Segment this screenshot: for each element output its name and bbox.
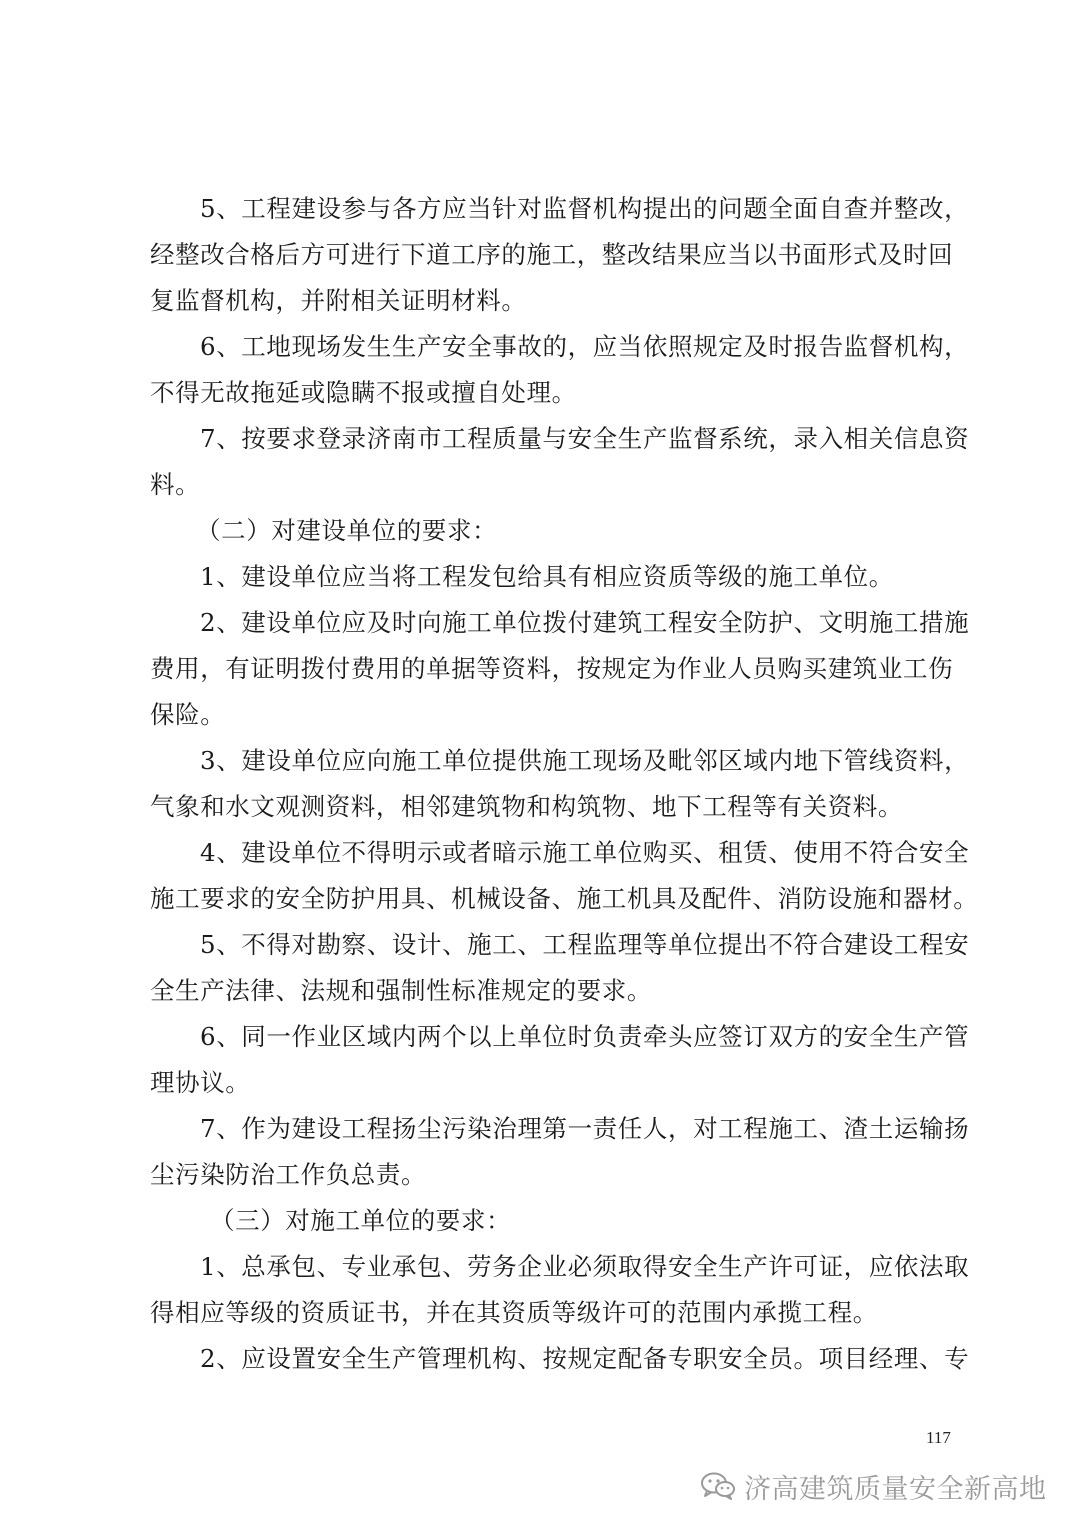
paragraph-line: 料。 (150, 470, 201, 499)
paragraph-line: 5、不得对勘察、设计、施工、工程监理等单位提出不符合建设工程安 (200, 930, 970, 959)
paragraph-line: 复监督机构，并附相关证明材料。 (150, 286, 527, 315)
document-body (150, 186, 979, 1382)
paragraph-line: 保险。 (150, 700, 226, 729)
paragraph-line: 费用，有证明拨付费用的单据等资料，按规定为作业人员购买建筑业工伤 (150, 654, 954, 683)
paragraph-line: 6、同一作业区域内两个以上单位时负责牵头应签订双方的安全生产管 (200, 1022, 970, 1051)
paragraph-line: 3、建设单位应向施工单位提供施工现场及毗邻区域内地下管线资料， (200, 746, 970, 775)
section-heading: （三）对施工单位的要求： (210, 1206, 512, 1235)
paragraph-line: 1、总承包、专业承包、劳务企业必须取得安全生产许可证，应依法取 (200, 1252, 970, 1281)
paragraph-line: 4、建设单位不得明示或者暗示施工单位购买、租赁、使用不符合安全 (200, 838, 970, 867)
paragraph-line: 7、作为建设工程扬尘污染治理第一责任人，对工程施工、渣土运输扬 (200, 1114, 970, 1143)
paragraph-line: 1、建设单位应当将工程发包给具有相应资质等级的施工单位。 (200, 562, 894, 591)
section-heading: （二）对建设单位的要求： (196, 516, 498, 545)
paragraph-line: 2、应设置安全生产管理机构、按规定配备专职安全员。项目经理、专 (200, 1344, 970, 1373)
paragraph-line: 7、按要求登录济南市工程质量与安全生产监督系统，录入相关信息资 (200, 424, 970, 453)
paragraph-line: 6、工地现场发生生产安全事故的，应当依照规定及时报告监督机构， (200, 332, 970, 361)
paragraph-line: 施工要求的安全防护用具、机械设备、施工机具及配件、消防设施和器材。 (150, 884, 979, 913)
paragraph-line: 2、建设单位应及时向施工单位拨付建筑工程安全防护、文明施工措施 (200, 608, 970, 637)
footer-watermark (700, 1466, 1047, 1506)
paragraph-line: 尘污染防治工作负总责。 (150, 1160, 427, 1189)
paragraph-line: 得相应等级的资质证书，并在其资质等级许可的范围内承揽工程。 (150, 1298, 878, 1327)
paragraph-line: 不得无故拖延或隐瞒不报或擅自处理。 (150, 378, 577, 407)
account-name: 济高建筑质量安全新高地 (744, 1473, 1047, 1505)
paragraph-line: 全生产法律、法规和强制性标准规定的要求。 (150, 976, 652, 1005)
paragraph-line: 5、工程建设参与各方应当针对监督机构提出的问题全面自查并整改， (200, 194, 970, 223)
page-number: 117 (926, 1428, 951, 1447)
paragraph-line: 经整改合格后方可进行下道工序的施工，整改结果应当以书面形式及时回 (150, 240, 954, 269)
paragraph-line: 理协议。 (150, 1068, 251, 1097)
wechat-icon (700, 1472, 736, 1500)
paragraph-line: 气象和水文观测资料，相邻建筑物和构筑物、地下工程等有关资料。 (150, 792, 903, 821)
